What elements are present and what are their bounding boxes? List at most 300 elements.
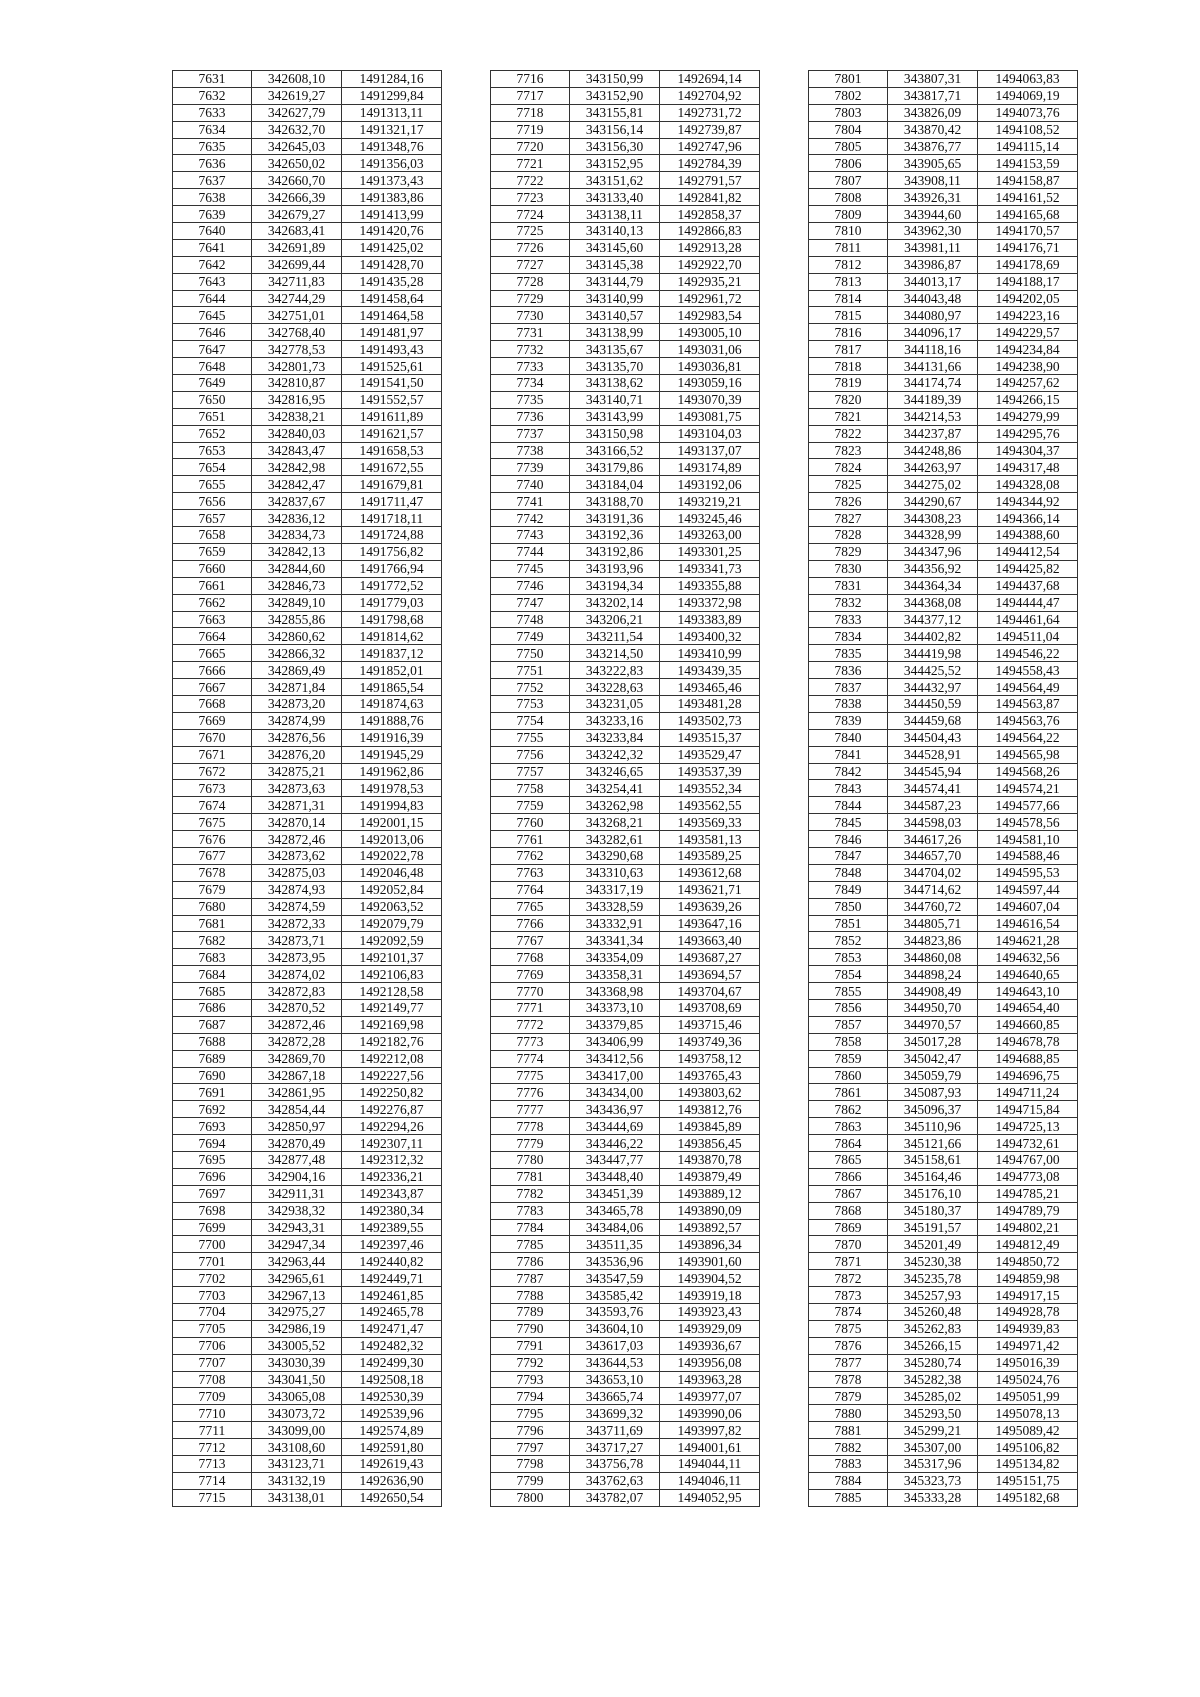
table-row [809,1287,1078,1304]
point-number-cell: 7788 [491,1287,570,1304]
x-coordinate-cell: 343417,00 [570,1067,660,1084]
x-coordinate-cell: 342849,10 [252,594,342,611]
table-row [173,594,442,611]
point-number-cell: 7742 [491,510,570,527]
y-coordinate-cell: 1491348,76 [342,138,442,155]
x-coordinate-cell: 345180,37 [888,1202,978,1219]
y-coordinate-cell: 1494568,26 [978,763,1078,780]
x-coordinate-cell: 343826,09 [888,104,978,121]
point-number-cell: 7718 [491,104,570,121]
y-coordinate-cell: 1491299,84 [342,87,442,104]
y-coordinate-cell: 1493341,73 [660,560,760,577]
x-coordinate-cell: 345201,49 [888,1236,978,1253]
point-number-cell: 7687 [173,1016,252,1033]
x-coordinate-cell: 344347,96 [888,543,978,560]
point-number-cell: 7783 [491,1202,570,1219]
y-coordinate-cell: 1492694,14 [660,71,760,88]
x-coordinate-cell: 342838,21 [252,408,342,425]
point-number-cell: 7801 [809,71,888,88]
point-number-cell: 7819 [809,375,888,392]
y-coordinate-cell: 1494388,60 [978,527,1078,544]
point-number-cell: 7755 [491,729,570,746]
x-coordinate-cell: 343151,62 [570,172,660,189]
y-coordinate-cell: 1491766,94 [342,560,442,577]
point-number-cell: 7650 [173,391,252,408]
y-coordinate-cell: 1491413,99 [342,206,442,223]
table-row [173,1405,442,1422]
y-coordinate-cell: 1491541,50 [342,375,442,392]
table-row [809,831,1078,848]
point-number-cell: 7827 [809,510,888,527]
x-coordinate-cell: 343150,99 [570,71,660,88]
table-row [173,476,442,493]
x-coordinate-cell: 343644,53 [570,1354,660,1371]
point-number-cell: 7744 [491,543,570,560]
point-number-cell: 7740 [491,476,570,493]
y-coordinate-cell: 1495151,75 [978,1472,1078,1489]
x-coordinate-cell: 343246,65 [570,763,660,780]
point-number-cell: 7710 [173,1405,252,1422]
y-coordinate-cell: 1494328,08 [978,476,1078,493]
point-number-cell: 7735 [491,391,570,408]
table-row [491,223,760,240]
x-coordinate-cell: 343135,70 [570,358,660,375]
x-coordinate-cell: 343447,77 [570,1152,660,1169]
x-coordinate-cell: 342699,44 [252,256,342,273]
table-row [173,358,442,375]
x-coordinate-cell: 342870,14 [252,814,342,831]
point-number-cell: 7705 [173,1320,252,1337]
x-coordinate-cell: 344898,24 [888,966,978,983]
x-coordinate-cell: 344214,53 [888,408,978,425]
x-coordinate-cell: 342947,34 [252,1236,342,1253]
y-coordinate-cell: 1495051,99 [978,1388,1078,1405]
point-number-cell: 7640 [173,223,252,240]
y-coordinate-cell: 1492574,89 [342,1422,442,1439]
x-coordinate-cell: 343138,99 [570,324,660,341]
table-row [491,814,760,831]
point-number-cell: 7636 [173,155,252,172]
table-row [491,915,760,932]
y-coordinate-cell: 1491383,86 [342,189,442,206]
point-number-cell: 7885 [809,1489,888,1506]
table-row [809,864,1078,881]
x-coordinate-cell: 344432,97 [888,679,978,696]
point-number-cell: 7707 [173,1354,252,1371]
table-row [491,1337,760,1354]
x-coordinate-cell: 343254,41 [570,780,660,797]
x-coordinate-cell: 343328,59 [570,898,660,915]
y-coordinate-cell: 1494654,40 [978,999,1078,1016]
table-row [491,155,760,172]
x-coordinate-cell: 345299,21 [888,1422,978,1439]
table-row [173,1304,442,1321]
table-row [809,780,1078,797]
point-number-cell: 7713 [173,1456,252,1473]
table-row [491,1084,760,1101]
x-coordinate-cell: 342608,10 [252,71,342,88]
x-coordinate-cell: 343132,19 [252,1472,342,1489]
x-coordinate-cell: 345110,96 [888,1118,978,1135]
x-coordinate-cell: 343156,30 [570,138,660,155]
x-coordinate-cell: 342619,27 [252,87,342,104]
x-coordinate-cell: 342904,16 [252,1168,342,1185]
x-coordinate-cell: 343782,07 [570,1489,660,1506]
point-number-cell: 7698 [173,1202,252,1219]
y-coordinate-cell: 1493383,89 [660,611,760,628]
point-number-cell: 7808 [809,189,888,206]
x-coordinate-cell: 342778,53 [252,341,342,358]
table-row [173,223,442,240]
y-coordinate-cell: 1494574,21 [978,780,1078,797]
table-row [491,290,760,307]
y-coordinate-cell: 1494069,19 [978,87,1078,104]
table-row [491,763,760,780]
y-coordinate-cell: 1494595,53 [978,864,1078,881]
y-coordinate-cell: 1494563,76 [978,712,1078,729]
y-coordinate-cell: 1494412,54 [978,543,1078,560]
point-number-cell: 7863 [809,1118,888,1135]
x-coordinate-cell: 343905,65 [888,155,978,172]
x-coordinate-cell: 342645,03 [252,138,342,155]
y-coordinate-cell: 1491525,61 [342,358,442,375]
table-row [173,1472,442,1489]
y-coordinate-cell: 1491356,03 [342,155,442,172]
y-coordinate-cell: 1492539,96 [342,1405,442,1422]
point-number-cell: 7872 [809,1270,888,1287]
y-coordinate-cell: 1494715,84 [978,1101,1078,1118]
y-coordinate-cell: 1492106,83 [342,966,442,983]
point-number-cell: 7732 [491,341,570,358]
point-number-cell: 7822 [809,425,888,442]
y-coordinate-cell: 1494785,21 [978,1185,1078,1202]
x-coordinate-cell: 344131,66 [888,358,978,375]
point-number-cell: 7768 [491,949,570,966]
x-coordinate-cell: 343448,40 [570,1168,660,1185]
point-number-cell: 7835 [809,645,888,662]
y-coordinate-cell: 1494115,14 [978,138,1078,155]
table-row [491,1405,760,1422]
table-row [173,1168,442,1185]
y-coordinate-cell: 1494565,98 [978,746,1078,763]
y-coordinate-cell: 1491916,39 [342,729,442,746]
table-row [809,1152,1078,1169]
point-number-cell: 7758 [491,780,570,797]
x-coordinate-cell: 342666,39 [252,189,342,206]
table-row [491,1489,760,1506]
x-coordinate-cell: 343310,63 [570,864,660,881]
y-coordinate-cell: 1493803,62 [660,1084,760,1101]
y-coordinate-cell: 1493589,25 [660,847,760,864]
table-row [173,1033,442,1050]
table-row [809,1050,1078,1067]
y-coordinate-cell: 1491837,12 [342,645,442,662]
point-number-cell: 7680 [173,898,252,915]
point-number-cell: 7803 [809,104,888,121]
y-coordinate-cell: 1494850,72 [978,1253,1078,1270]
table-row [491,695,760,712]
point-number-cell: 7848 [809,864,888,881]
point-number-cell: 7700 [173,1236,252,1253]
table-row [173,239,442,256]
table-row [809,324,1078,341]
point-number-cell: 7784 [491,1219,570,1236]
y-coordinate-cell: 1492276,87 [342,1101,442,1118]
table-row [809,983,1078,1000]
table-row [173,729,442,746]
y-coordinate-cell: 1494928,78 [978,1304,1078,1321]
x-coordinate-cell: 342876,20 [252,746,342,763]
point-number-cell: 7862 [809,1101,888,1118]
point-number-cell: 7677 [173,847,252,864]
x-coordinate-cell: 343073,72 [252,1405,342,1422]
table-row [173,611,442,628]
point-number-cell: 7794 [491,1388,570,1405]
y-coordinate-cell: 1492182,76 [342,1033,442,1050]
point-number-cell: 7724 [491,206,570,223]
table-row [491,797,760,814]
table-row [809,1253,1078,1270]
point-number-cell: 7689 [173,1050,252,1067]
x-coordinate-cell: 344237,87 [888,425,978,442]
x-coordinate-cell: 342744,29 [252,290,342,307]
x-coordinate-cell: 344504,43 [888,729,978,746]
y-coordinate-cell: 1493174,89 [660,459,760,476]
point-number-cell: 7746 [491,577,570,594]
x-coordinate-cell: 343617,03 [570,1337,660,1354]
y-coordinate-cell: 1492935,21 [660,273,760,290]
point-number-cell: 7817 [809,341,888,358]
y-coordinate-cell: 1493977,07 [660,1388,760,1405]
table-row [491,898,760,915]
table-row [173,679,442,696]
table-row [809,425,1078,442]
table-row [173,1253,442,1270]
point-number-cell: 7841 [809,746,888,763]
point-number-cell: 7683 [173,949,252,966]
x-coordinate-cell: 345285,02 [888,1388,978,1405]
y-coordinate-cell: 1493936,67 [660,1337,760,1354]
point-number-cell: 7792 [491,1354,570,1371]
x-coordinate-cell: 344118,16 [888,341,978,358]
y-coordinate-cell: 1493765,43 [660,1067,760,1084]
x-coordinate-cell: 343228,63 [570,679,660,696]
y-coordinate-cell: 1492294,26 [342,1118,442,1135]
point-number-cell: 7711 [173,1422,252,1439]
y-coordinate-cell: 1494802,21 [978,1219,1078,1236]
x-coordinate-cell: 342872,46 [252,1016,342,1033]
y-coordinate-cell: 1494425,82 [978,560,1078,577]
point-number-cell: 7814 [809,290,888,307]
y-coordinate-cell: 1493708,69 [660,999,760,1016]
table-row [491,1287,760,1304]
x-coordinate-cell: 343547,59 [570,1270,660,1287]
y-coordinate-cell: 1494165,68 [978,206,1078,223]
table-row [173,1016,442,1033]
y-coordinate-cell: 1492482,32 [342,1337,442,1354]
x-coordinate-cell: 343317,19 [570,881,660,898]
point-number-cell: 7729 [491,290,570,307]
table-row [491,1118,760,1135]
x-coordinate-cell: 342843,47 [252,442,342,459]
table-row [491,780,760,797]
x-coordinate-cell: 343756,78 [570,1456,660,1473]
table-row [173,949,442,966]
table-row [809,662,1078,679]
y-coordinate-cell: 1494711,24 [978,1084,1078,1101]
table-row [809,679,1078,696]
point-number-cell: 7655 [173,476,252,493]
point-number-cell: 7776 [491,1084,570,1101]
table-row [173,628,442,645]
x-coordinate-cell: 342660,70 [252,172,342,189]
table-row [173,1354,442,1371]
y-coordinate-cell: 1493929,09 [660,1320,760,1337]
x-coordinate-cell: 343290,68 [570,847,660,864]
table-row [809,290,1078,307]
x-coordinate-cell: 344714,62 [888,881,978,898]
y-coordinate-cell: 1493400,32 [660,628,760,645]
x-coordinate-cell: 345042,47 [888,1050,978,1067]
y-coordinate-cell: 1494161,52 [978,189,1078,206]
y-coordinate-cell: 1491756,82 [342,543,442,560]
table-row [491,594,760,611]
table-row [173,915,442,932]
table-row [173,1084,442,1101]
point-number-cell: 7796 [491,1422,570,1439]
x-coordinate-cell: 342963,44 [252,1253,342,1270]
point-number-cell: 7694 [173,1135,252,1152]
y-coordinate-cell: 1492591,80 [342,1439,442,1456]
point-number-cell: 7696 [173,1168,252,1185]
y-coordinate-cell: 1492001,15 [342,814,442,831]
y-coordinate-cell: 1493372,98 [660,594,760,611]
point-number-cell: 7659 [173,543,252,560]
y-coordinate-cell: 1491458,64 [342,290,442,307]
table-row [809,442,1078,459]
y-coordinate-cell: 1491428,70 [342,256,442,273]
point-number-cell: 7757 [491,763,570,780]
x-coordinate-cell: 342844,60 [252,560,342,577]
table-row [173,847,442,864]
table-row [491,1270,760,1287]
table-row [173,1219,442,1236]
x-coordinate-cell: 343368,98 [570,983,660,1000]
y-coordinate-cell: 1492619,43 [342,1456,442,1473]
table-row [491,1135,760,1152]
x-coordinate-cell: 342866,32 [252,645,342,662]
point-number-cell: 7749 [491,628,570,645]
x-coordinate-cell: 343140,71 [570,391,660,408]
x-coordinate-cell: 343214,50 [570,645,660,662]
point-number-cell: 7648 [173,358,252,375]
x-coordinate-cell: 343140,13 [570,223,660,240]
point-number-cell: 7739 [491,459,570,476]
table-row [491,256,760,273]
table-row [809,527,1078,544]
y-coordinate-cell: 1492530,39 [342,1388,442,1405]
table-row [173,898,442,915]
y-coordinate-cell: 1491779,03 [342,594,442,611]
point-number-cell: 7775 [491,1067,570,1084]
x-coordinate-cell: 344617,26 [888,831,978,848]
x-coordinate-cell: 343041,50 [252,1371,342,1388]
y-coordinate-cell: 1492079,79 [342,915,442,932]
point-number-cell: 7813 [809,273,888,290]
y-coordinate-cell: 1493647,16 [660,915,760,932]
x-coordinate-cell: 344459,68 [888,712,978,729]
point-number-cell: 7692 [173,1101,252,1118]
table-row [491,1185,760,1202]
point-number-cell: 7702 [173,1270,252,1287]
table-row [491,983,760,1000]
table-row [809,87,1078,104]
y-coordinate-cell: 1492704,92 [660,87,760,104]
y-coordinate-cell: 1492149,77 [342,999,442,1016]
table-row [809,999,1078,1016]
table-row [491,1472,760,1489]
x-coordinate-cell: 342842,98 [252,459,342,476]
table-row [173,189,442,206]
y-coordinate-cell: 1495024,76 [978,1371,1078,1388]
y-coordinate-cell: 1494073,76 [978,104,1078,121]
x-coordinate-cell: 344368,08 [888,594,978,611]
point-number-cell: 7779 [491,1135,570,1152]
table-row [491,493,760,510]
x-coordinate-cell: 343133,40 [570,189,660,206]
x-coordinate-cell: 342867,18 [252,1067,342,1084]
x-coordinate-cell: 342873,71 [252,932,342,949]
point-number-cell: 7791 [491,1337,570,1354]
y-coordinate-cell: 1491464,58 [342,307,442,324]
y-coordinate-cell: 1491718,11 [342,510,442,527]
y-coordinate-cell: 1493663,40 [660,932,760,949]
point-number-cell: 7787 [491,1270,570,1287]
x-coordinate-cell: 344096,17 [888,324,978,341]
table-row [809,695,1078,712]
y-coordinate-cell: 1494917,15 [978,1287,1078,1304]
point-number-cell: 7866 [809,1168,888,1185]
point-number-cell: 7790 [491,1320,570,1337]
y-coordinate-cell: 1493005,10 [660,324,760,341]
table-row [809,1320,1078,1337]
y-coordinate-cell: 1493749,36 [660,1033,760,1050]
y-coordinate-cell: 1495182,68 [978,1489,1078,1506]
point-number-cell: 7871 [809,1253,888,1270]
point-number-cell: 7719 [491,121,570,138]
y-coordinate-cell: 1492307,11 [342,1135,442,1152]
table-row [809,1033,1078,1050]
y-coordinate-cell: 1493301,25 [660,543,760,560]
y-coordinate-cell: 1494616,54 [978,915,1078,932]
point-number-cell: 7879 [809,1388,888,1405]
x-coordinate-cell: 343444,69 [570,1118,660,1135]
point-number-cell: 7795 [491,1405,570,1422]
x-coordinate-cell: 342751,01 [252,307,342,324]
x-coordinate-cell: 343152,95 [570,155,660,172]
point-number-cell: 7838 [809,695,888,712]
y-coordinate-cell: 1493990,06 [660,1405,760,1422]
y-coordinate-cell: 1491420,76 [342,223,442,240]
x-coordinate-cell: 343653,10 [570,1371,660,1388]
x-coordinate-cell: 344425,52 [888,662,978,679]
y-coordinate-cell: 1492461,85 [342,1287,442,1304]
point-number-cell: 7769 [491,966,570,983]
y-coordinate-cell: 1494688,85 [978,1050,1078,1067]
point-number-cell: 7852 [809,932,888,949]
y-coordinate-cell: 1491425,02 [342,239,442,256]
point-number-cell: 7693 [173,1118,252,1135]
